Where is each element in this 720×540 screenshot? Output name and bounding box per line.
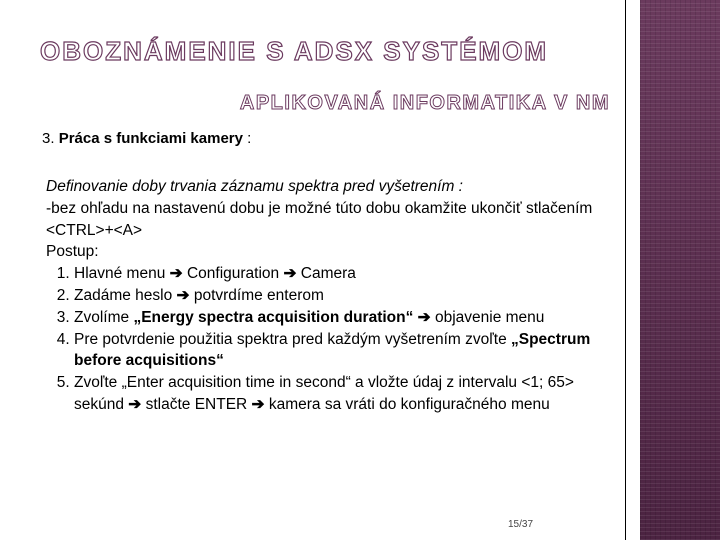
arrow-right-icon: ➔ xyxy=(251,395,265,413)
arrow-right-icon: ➔ xyxy=(169,265,183,283)
postup-label: Postup: xyxy=(46,243,99,261)
step-bold-text: „Energy spectra acquisition duration“ xyxy=(133,308,414,326)
list-item xyxy=(74,285,606,307)
step-text: Configuration xyxy=(182,265,284,283)
step-text: Zvoľte „Enter acquisition time in second“ a vložte údaj z intervalu <1; 65> sekúnd xyxy=(74,374,574,413)
slide-subtitle: APLIKOVANÁ INFORMATIKA V NM xyxy=(239,92,610,114)
arrow-right-icon: ➔ xyxy=(283,265,297,283)
list-item xyxy=(74,263,606,285)
step-text: objavenie menu xyxy=(430,308,545,326)
page-number: 15/37 xyxy=(508,519,534,530)
step-text: stlačte ENTER xyxy=(141,395,252,413)
section-suffix: : xyxy=(242,130,252,147)
step-text: Zadáme heslo xyxy=(74,286,177,304)
step-bold-text: „Spectrum before acquisitions“ xyxy=(74,330,591,370)
step-text: Zvolíme xyxy=(74,308,134,326)
arrow-right-icon: ➔ xyxy=(128,395,142,413)
steps-list xyxy=(46,263,606,416)
list-item xyxy=(74,372,606,416)
step-text: potvrdíme enterom xyxy=(189,286,324,304)
slide-body xyxy=(46,176,606,416)
section-number: 3. xyxy=(42,130,55,147)
step-text: kamera sa vráti do konfiguračného menu xyxy=(264,395,550,413)
list-item xyxy=(74,307,606,329)
slide-title: OBOZNÁMENIE S ADSX SYSTÉMOM xyxy=(40,36,549,66)
divider-line xyxy=(625,0,626,540)
decorative-side-band xyxy=(640,0,720,540)
list-item xyxy=(74,329,606,373)
arrow-right-icon: ➔ xyxy=(176,286,190,304)
step-text: Camera xyxy=(296,265,356,283)
section-label: Práca s funkciami kamery xyxy=(58,130,243,147)
section-heading xyxy=(42,130,251,147)
intro-line: -bez ohľadu na nastavenú dobu je možné túto dobu okamžite ukončiť stlačením <CTRL>+<A> xyxy=(46,199,593,239)
arrow-right-icon: ➔ xyxy=(417,308,431,326)
intro-italic: Definovanie doby trvania záznamu spektra pred vyšetrením : xyxy=(46,178,463,195)
step-text: Pre potvrdenie použitia spektra pred každým vyšetrením zvoľte xyxy=(74,330,511,348)
step-text: Hlavné menu xyxy=(74,265,170,283)
